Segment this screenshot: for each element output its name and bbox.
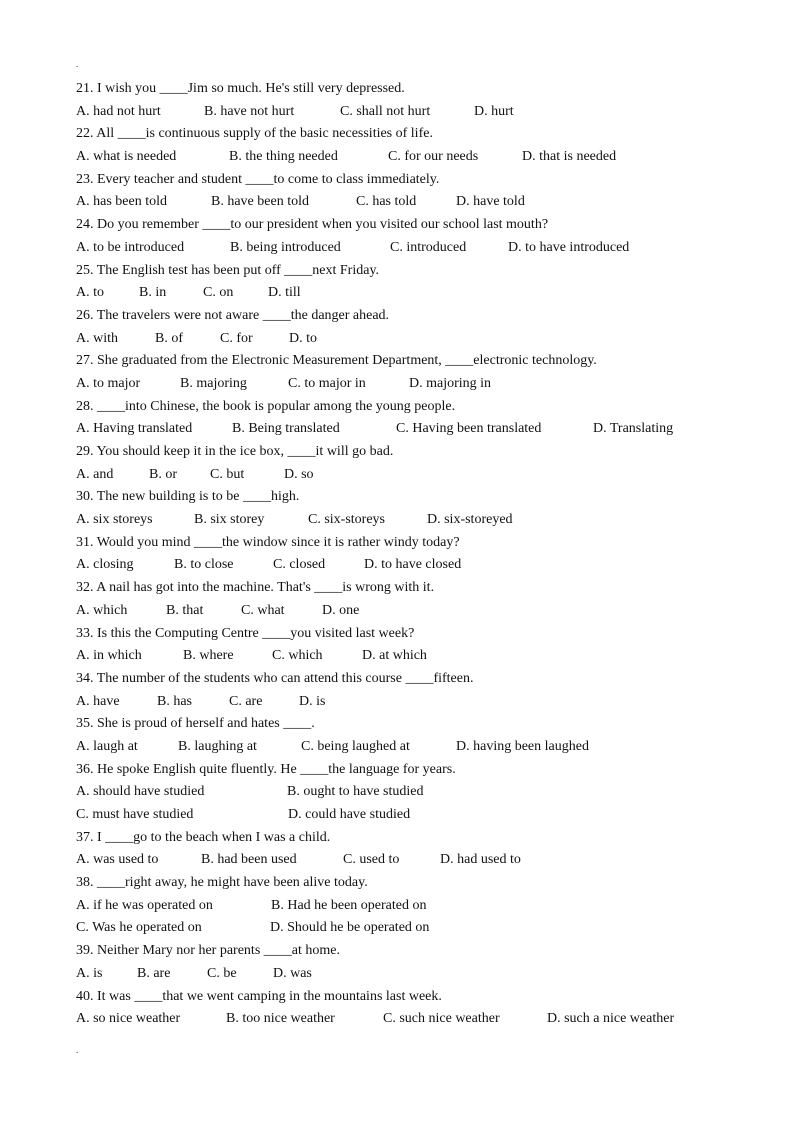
- option-d: D. at which: [362, 648, 427, 664]
- option-a: A. was used to: [76, 852, 159, 868]
- option-b: B. in: [139, 285, 167, 301]
- top-mark: .: [76, 59, 79, 69]
- options-row: [76, 146, 766, 169]
- option-c: C. on: [203, 285, 234, 301]
- question-list: [76, 78, 766, 1031]
- options-row: [76, 600, 766, 623]
- option-c: C. Having been translated: [396, 421, 542, 437]
- option-d: D. such a nice weather: [547, 1011, 675, 1027]
- options-row: [76, 963, 766, 986]
- option-a: A. has been told: [76, 194, 167, 210]
- option-c: C. what: [241, 602, 285, 618]
- option-d: D. had used to: [440, 852, 521, 868]
- option-a: A. had not hurt: [76, 103, 161, 119]
- option-a: A. what is needed: [76, 149, 177, 165]
- options-row: [76, 328, 766, 351]
- options-row: [76, 736, 766, 759]
- question-stem: 24. Do you remember ____to our president when you visited our school last mouth?: [76, 217, 549, 233]
- options-row: [76, 464, 766, 487]
- question-stem: 21. I wish you ____Jim so much. He's still very depressed.: [76, 81, 405, 96]
- option-a: A. laugh at: [76, 738, 138, 754]
- option-b: B. have been told: [211, 194, 309, 210]
- options-row: [76, 804, 766, 827]
- question-stem: 29. You should keep it in the ice box, ____it will go bad.: [76, 444, 394, 459]
- question-stem: 22. All ____is continuous supply of the basic necessities of life.: [76, 126, 433, 142]
- option-a: A. Having translated: [76, 421, 193, 437]
- option-d: D. majoring in: [409, 375, 492, 391]
- option-b: B. being introduced: [230, 239, 341, 255]
- option-a: A. in which: [76, 648, 142, 664]
- option-b: B. six storey: [194, 512, 265, 528]
- option-a: A. to: [76, 285, 104, 301]
- option-a: A. six storeys: [76, 512, 153, 528]
- question-stem: 36. He spoke English quite fluently. He ____the language for years.: [76, 761, 456, 777]
- option-d: D. having been laughed: [456, 738, 589, 754]
- option-a: A. so nice weather: [76, 1011, 181, 1027]
- question-stem: 32. A nail has got into the machine. That's ____is wrong with it.: [76, 580, 435, 596]
- option-b: B. majoring: [180, 375, 247, 391]
- options-row: [76, 237, 766, 260]
- options-row: [76, 917, 766, 940]
- question-stem: 26. The travelers were not aware ____the danger ahead.: [76, 307, 390, 323]
- option-b: B. has: [157, 693, 192, 709]
- option-a: A. should have studied: [76, 784, 205, 800]
- option-c: C. six-storeys: [308, 512, 385, 528]
- options-row: [76, 781, 766, 804]
- options-row: [76, 509, 766, 532]
- option-a: A. have: [76, 693, 120, 709]
- option-b: B. too nice weather: [226, 1011, 335, 1027]
- option-c: C. but: [210, 466, 245, 482]
- option-c: C. introduced: [390, 239, 467, 255]
- question-stem: 30. The new building is to be ____high.: [76, 489, 300, 505]
- option-a: A. closing: [76, 557, 134, 573]
- option-d: D. to: [289, 330, 317, 346]
- option-d: D. Translating: [593, 421, 674, 437]
- question-stem: 27. She graduated from the Electronic Measurement Department, ____electronic technology.: [76, 353, 597, 369]
- option-d: D. till: [268, 285, 301, 301]
- option-b: B. are: [137, 965, 171, 981]
- option-d: D. to have introduced: [508, 239, 630, 255]
- option-b: B. had been used: [201, 852, 297, 868]
- question-stem: 28. ____into Chinese, the book is popular among the young people.: [76, 398, 456, 414]
- option-c: C. Was he operated on: [76, 920, 202, 936]
- option-a: A. and: [76, 466, 114, 482]
- option-d: D. was: [273, 965, 312, 981]
- option-b: B. to close: [174, 557, 234, 573]
- bottom-mark: .: [76, 1045, 79, 1055]
- option-b: B. laughing at: [178, 738, 257, 754]
- question-stem: 23. Every teacher and student ____to come to class immediately.: [76, 171, 440, 187]
- option-c: C. to major in: [288, 375, 366, 391]
- options-row: [76, 191, 766, 214]
- option-b: B. ought to have studied: [287, 784, 424, 800]
- option-d: D. to have closed: [364, 557, 462, 573]
- question-stem: 38. ____right away, he might have been alive today.: [76, 875, 368, 891]
- options-row: [76, 373, 766, 396]
- option-a: A. if he was operated on: [76, 897, 213, 913]
- option-a: A. to major: [76, 375, 141, 391]
- options-row: [76, 282, 766, 305]
- options-row: [76, 101, 766, 124]
- option-c: C. are: [229, 693, 263, 709]
- question-stem: 31. Would you mind ____the window since it is rather windy today?: [76, 534, 460, 550]
- option-b: B. or: [149, 466, 177, 482]
- question-stem: 33. Is this the Computing Centre ____you visited last week?: [76, 625, 415, 641]
- option-d: D. one: [322, 602, 360, 618]
- option-d: D. Should he be operated on: [270, 920, 430, 936]
- options-row: [76, 691, 766, 714]
- option-c: C. closed: [273, 557, 326, 573]
- option-b: B. where: [183, 648, 234, 664]
- option-c: C. be: [207, 965, 237, 981]
- option-c: C. used to: [343, 852, 400, 868]
- option-c: C. for: [220, 330, 253, 346]
- options-row: [76, 645, 766, 668]
- option-b: B. of: [155, 330, 183, 346]
- option-a: A. which: [76, 602, 128, 618]
- question-stem: 35. She is proud of herself and hates ____.: [76, 716, 315, 732]
- option-a: A. with: [76, 330, 118, 346]
- option-a: A. to be introduced: [76, 239, 185, 255]
- question-stem: 39. Neither Mary nor her parents ____at home.: [76, 943, 340, 959]
- option-a: A. is: [76, 965, 103, 981]
- option-c: C. shall not hurt: [340, 103, 431, 119]
- option-b: B. that: [166, 602, 204, 618]
- option-b: B. have not hurt: [204, 103, 295, 119]
- options-row: [76, 1008, 766, 1031]
- option-d: D. have told: [456, 194, 525, 210]
- options-row: [76, 554, 766, 577]
- options-row: [76, 418, 766, 441]
- option-d: D. could have studied: [288, 807, 411, 822]
- option-d: D. hurt: [474, 103, 514, 119]
- option-c: C. which: [272, 648, 323, 664]
- question-stem: 34. The number of the students who can attend this course ____fifteen.: [76, 670, 474, 686]
- option-c: C. must have studied: [76, 807, 194, 822]
- option-c: C. has told: [356, 194, 417, 210]
- option-d: D. that is needed: [522, 149, 617, 165]
- options-row: [76, 849, 766, 872]
- option-c: C. such nice weather: [383, 1011, 500, 1027]
- question-stem: 37. I ____go to the beach when I was a child.: [76, 829, 331, 845]
- question-stem: 40. It was ____that we went camping in the mountains last week.: [76, 988, 442, 1004]
- option-d: D. is: [299, 693, 326, 709]
- option-d: D. six-storeyed: [427, 512, 513, 528]
- question-stem: 25. The English test has been put off ____next Friday.: [76, 262, 380, 278]
- option-b: B. the thing needed: [229, 149, 338, 165]
- option-b: B. Being translated: [232, 421, 340, 437]
- option-b: B. Had he been operated on: [271, 897, 427, 913]
- options-row: [76, 895, 766, 918]
- option-d: D. so: [284, 466, 314, 482]
- option-c: C. for our needs: [388, 149, 479, 165]
- option-c: C. being laughed at: [301, 738, 410, 754]
